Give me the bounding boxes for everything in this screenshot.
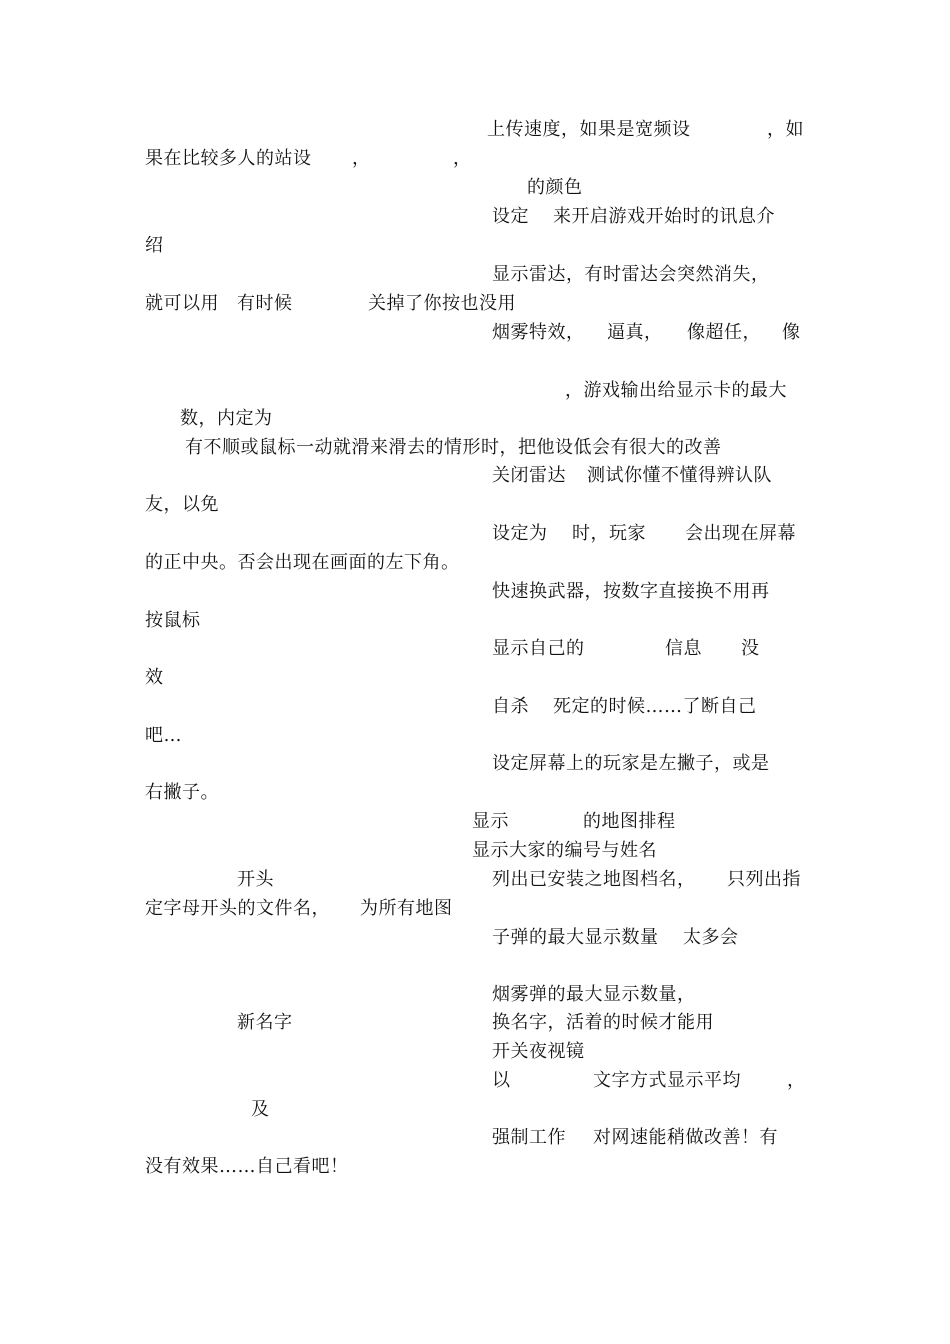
text-line: 死定的时候……了断自己 (553, 696, 757, 717)
text-line: 会出现在屏幕 (685, 523, 796, 544)
text-line: 没有效果……自己看吧！ (145, 1156, 349, 1177)
text-line: 太多会 (683, 927, 739, 948)
text-line: 绍 (145, 235, 164, 256)
text-line: 没 (741, 638, 760, 659)
text-line: 关闭雷达 (492, 465, 566, 486)
text-line: 逼真， (607, 322, 663, 343)
text-line: ，如 (767, 119, 804, 140)
text-line: 设定 (492, 206, 529, 227)
text-line: 文字方式显示平均 (593, 1070, 741, 1091)
text-line: 开头 (237, 869, 274, 890)
text-line: 为所有地图 (360, 898, 453, 919)
text-line: 效 (145, 667, 164, 688)
text-line: 自杀 (492, 696, 529, 717)
text-line: 烟雾特效， (492, 322, 585, 343)
text-line: 显示自己的 (492, 638, 585, 659)
text-line: ， (787, 1070, 806, 1091)
text-line: 像超任， (687, 322, 761, 343)
text-line: 就可以用 (145, 293, 219, 314)
text-line: 只列出指 (727, 869, 801, 890)
text-line: 的颜色 (527, 177, 583, 198)
text-line: 新名字 (237, 1012, 293, 1033)
text-line: 开关夜视镜 (492, 1041, 585, 1062)
text-line: 吧… (145, 725, 182, 746)
text-line: 有不顺或鼠标一动就滑来滑去的情形时，把他设低会有很大的改善 (185, 437, 722, 458)
text-line: 定字母开头的文件名， (145, 898, 330, 919)
text-line: 数，内定为 (180, 408, 273, 429)
text-line: 列出已安装之地图档名， (492, 869, 696, 890)
text-line: 子弹的最大显示数量 (492, 927, 659, 948)
text-line: 设定屏幕上的玩家是左撇子，或是 (492, 753, 770, 774)
text-line: 对网速能稍做改善！有 (593, 1127, 778, 1148)
text-line: 来开启游戏开始时的讯息介 (553, 206, 775, 227)
text-line: 测试你懂不懂得辨认队 (587, 465, 772, 486)
text-line: 友，以免 (145, 494, 219, 515)
text-line: 右撇子。 (145, 782, 219, 803)
text-line: 的正中央。否会出现在画面的左下角。 (145, 552, 460, 573)
text-line: 上传速度，如果是宽频设 (487, 119, 691, 140)
text-line: 时，玩家 (572, 523, 646, 544)
text-line: 显示大家的编号与姓名 (472, 840, 657, 861)
text-line: 换名字，活着的时候才能用 (492, 1012, 714, 1033)
text-line: 显示雷达，有时雷达会突然消失， (492, 264, 770, 285)
text-line: 以 (492, 1070, 511, 1091)
text-line: 有时候 (237, 293, 293, 314)
text-line: 果在比较多人的站设 (145, 148, 312, 169)
text-line: 烟雾弹的最大显示数量， (492, 984, 696, 1005)
text-line: 设定为 (492, 523, 548, 544)
text-line: 强制工作 (492, 1127, 566, 1148)
text-line: 信息 (665, 638, 702, 659)
text-line: 快速换武器，按数字直接换不用再 (492, 581, 770, 602)
text-line: ， (453, 148, 472, 169)
text-line: ， (352, 148, 371, 169)
text-line: 显示 (472, 811, 509, 832)
text-line: 按鼠标 (145, 610, 201, 631)
text-line: 及 (251, 1099, 270, 1120)
text-line: 关掉了你按也没用 (368, 293, 516, 314)
text-line: ，游戏输出给显示卡的最大 (565, 380, 787, 401)
text-line: 像 (782, 322, 801, 343)
text-line: 的地图排程 (583, 811, 676, 832)
